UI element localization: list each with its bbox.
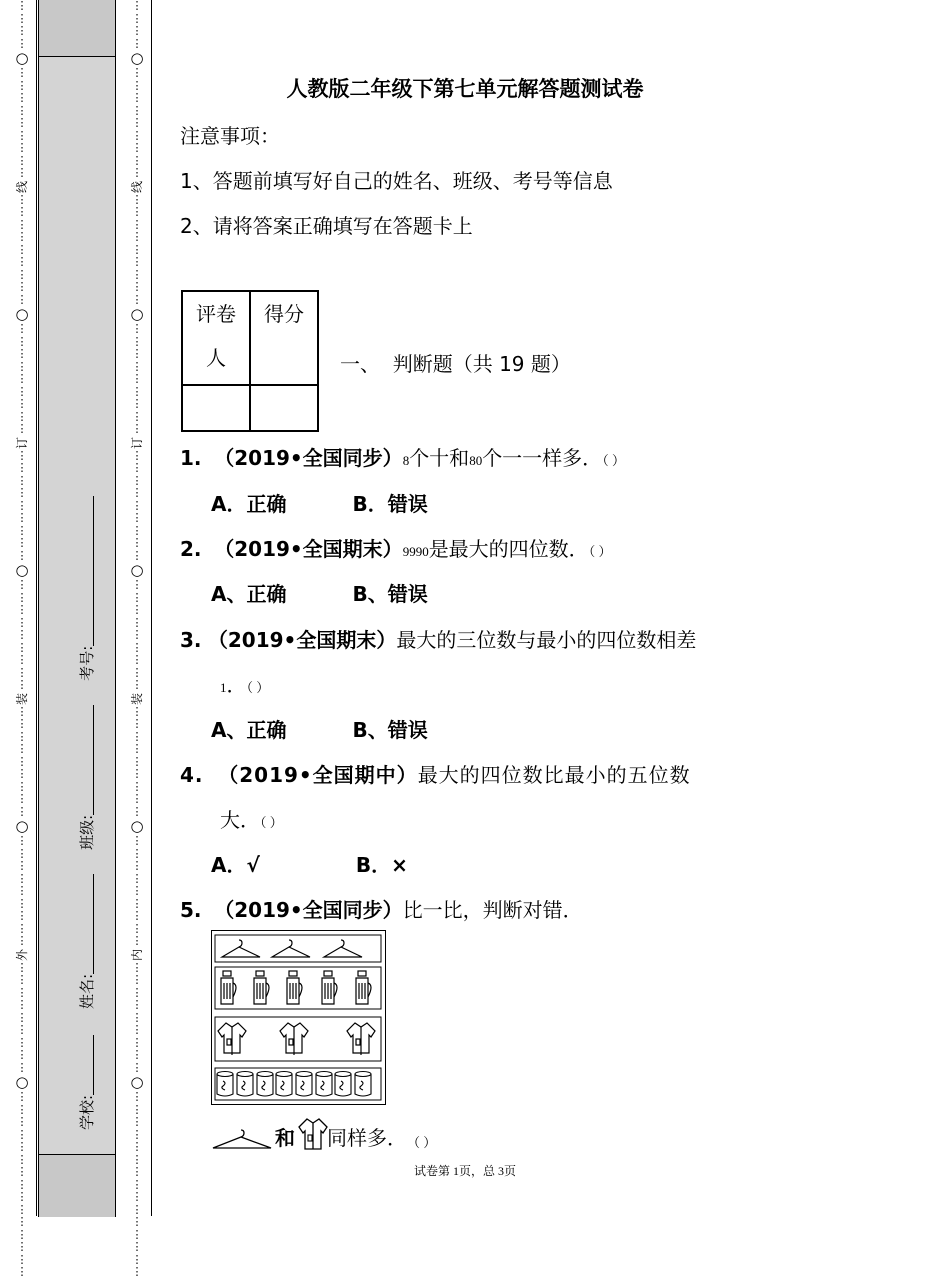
exam-number-field[interactable] xyxy=(79,496,94,646)
question-3: 3. （2019•全国期末）最大的三位数与最小的四位数相差 xyxy=(180,628,697,652)
can-icons xyxy=(217,1072,371,1097)
school-label: 学校: xyxy=(78,1094,96,1130)
inner-cut-line: ⋮ ⋮ ⋮ ⋮ ○ ⋮ ⋮ ⋮ ⋮ ⋮ ⋮ ⋮ ⋮ ⋮ 线 ⋮ ⋮ ⋮ ⋮ ⋮ ⋮ ⋮ ⋮ ⋮ ○ ⋮ ⋮ ⋮ ⋮ ⋮ ⋮ ⋮ ⋮ ⋮ 订 ⋮ ⋮ ⋮ ⋮ ⋮ ⋮ ⋮ ⋮ ⋮ ○ ⋮ ⋮ ⋮ ⋮ ⋮ ⋮ ⋮ ⋮ ⋮ 装 ⋮ ⋮ ⋮ ⋮ ⋮ ⋮ ⋮ ⋮ ⋮ ○ ⋮ ⋮ ⋮ ⋮ ⋮ ⋮ ⋮ ⋮ ⋮ 内 ⋮ ⋮ ⋮ ⋮ ⋮ ⋮ ⋮ ⋮ ⋮ ○ ⋮ ⋮ ⋮ ⋮ ⋮ ⋮ ⋮ ⋮ ⋮ ⋮ ⋮ ⋮ ⋮ ⋮ ⋮ xyxy=(129,0,144,1278)
student-info-fields xyxy=(76,496,97,1130)
hole-circle: ○ xyxy=(130,561,144,579)
question-3-continued: 1．（ ） xyxy=(220,673,270,697)
q2-option-a[interactable]: A、正确 xyxy=(211,582,287,606)
page-footer: 试卷第 1页，总 3页 xyxy=(413,1164,516,1178)
hole-circle: ○ xyxy=(15,561,29,579)
page-title: 人教版二年级下第七单元解答题测试卷 xyxy=(286,77,644,101)
cut-line-word: 外 xyxy=(14,948,29,961)
outer-cut-line: ⋮ ⋮ ⋮ ⋮ ○ ⋮ ⋮ ⋮ ⋮ ⋮ ⋮ ⋮ ⋮ ⋮ 线 ⋮ ⋮ ⋮ ⋮ ⋮ ⋮ ⋮ ⋮ ⋮ ○ ⋮ ⋮ ⋮ ⋮ ⋮ ⋮ ⋮ ⋮ ⋮ 订 ⋮ ⋮ ⋮ ⋮ ⋮ ⋮ ⋮ ⋮ ⋮ ○ ⋮ ⋮ ⋮ ⋮ ⋮ ⋮ ⋮ ⋮ ⋮ 装 ⋮ ⋮ ⋮ ⋮ ⋮ ⋮ ⋮ ⋮ ⋮ ○ ⋮ ⋮ ⋮ ⋮ ⋮ ⋮ ⋮ ⋮ ⋮ 外 ⋮ ⋮ ⋮ ⋮ ⋮ ⋮ ⋮ ⋮ ⋮ ○ ⋮ ⋮ ⋮ ⋮ ⋮ ⋮ ⋮ ⋮ ⋮ ⋮ ⋮ ⋮ ⋮ ⋮ ⋮ xyxy=(14,0,29,1278)
hole-circle: ○ xyxy=(130,49,144,67)
school-field[interactable] xyxy=(79,1035,94,1095)
question-2-options xyxy=(211,578,428,607)
q1-option-a[interactable]: A．正确 xyxy=(211,492,287,516)
comparison-picture xyxy=(211,930,386,1105)
score-table xyxy=(181,290,319,432)
class-label: 班级: xyxy=(78,814,96,850)
name-label: 姓名: xyxy=(78,973,96,1009)
q2-option-b[interactable]: B、错误 xyxy=(352,582,428,606)
coat-icons xyxy=(218,1023,375,1055)
cut-line-word: 线 xyxy=(129,180,144,193)
hole-circle: ○ xyxy=(15,1073,29,1091)
question-2: 2. （2019•全国期末）9990是最大的四位数．（ ） xyxy=(180,537,612,561)
exam-number-label: 考号: xyxy=(78,645,96,681)
class-field[interactable] xyxy=(79,705,94,815)
hole-circle: ○ xyxy=(15,305,29,323)
cut-line-word: 装 xyxy=(14,692,29,705)
hanger-icon xyxy=(211,1127,273,1151)
score-cell[interactable] xyxy=(250,385,318,431)
section-heading: 一、 判断题（共 19 题） xyxy=(340,352,571,376)
cut-line-word: 装 xyxy=(129,692,144,705)
margin-rule-inner xyxy=(151,0,152,1216)
notice-1: 1、答题前填写好自己的姓名、班级、考号等信息 xyxy=(180,169,613,193)
q4-option-a[interactable]: A．√ xyxy=(211,853,260,877)
hole-circle: ○ xyxy=(130,305,144,323)
cut-line-word: 订 xyxy=(14,436,29,449)
q4-option-b[interactable]: B．× xyxy=(355,853,408,877)
question-3-options xyxy=(211,714,428,743)
hole-circle: ○ xyxy=(15,49,29,67)
thermos-icons xyxy=(221,971,371,1004)
score-header: 得分 xyxy=(250,291,318,385)
grader-header: 评卷 人 xyxy=(182,291,250,385)
question-1: 1. （2019•全国同步）8个十和80个一一样多．（ ） xyxy=(180,446,625,470)
cut-line-word: 订 xyxy=(129,436,144,449)
grader-cell[interactable] xyxy=(182,385,250,431)
name-field[interactable] xyxy=(79,874,94,974)
question-1-options xyxy=(211,488,428,517)
hanger-icons xyxy=(222,940,362,957)
q1-option-b[interactable]: B．错误 xyxy=(352,492,428,516)
hole-circle: ○ xyxy=(130,817,144,835)
q3-option-b[interactable]: B、错误 xyxy=(352,718,428,742)
question-5: 5. （2019•全国同步）比一比，判断对错． xyxy=(180,898,583,922)
notice-2: 2、请将答案正确填写在答题卡上 xyxy=(180,214,473,238)
coat-icon xyxy=(299,1117,327,1151)
question-4-options xyxy=(211,849,408,878)
margin-shade-top xyxy=(38,0,116,57)
notice-title: 注意事项： xyxy=(180,124,280,148)
question-4-continued: 大．（ ） xyxy=(220,808,283,832)
cut-line-word: 内 xyxy=(129,948,144,961)
margin-rule-outer xyxy=(36,0,37,1216)
hole-circle: ○ xyxy=(130,1073,144,1091)
cut-line-word: 线 xyxy=(14,180,29,193)
question-4: 4. （2019•全国期中）最大的四位数比最小的五位数 xyxy=(180,763,691,787)
hole-circle: ○ xyxy=(15,817,29,835)
q3-option-a[interactable]: A、正确 xyxy=(211,718,287,742)
question-5-statement: 和 同样多． （ ） xyxy=(211,1117,436,1151)
